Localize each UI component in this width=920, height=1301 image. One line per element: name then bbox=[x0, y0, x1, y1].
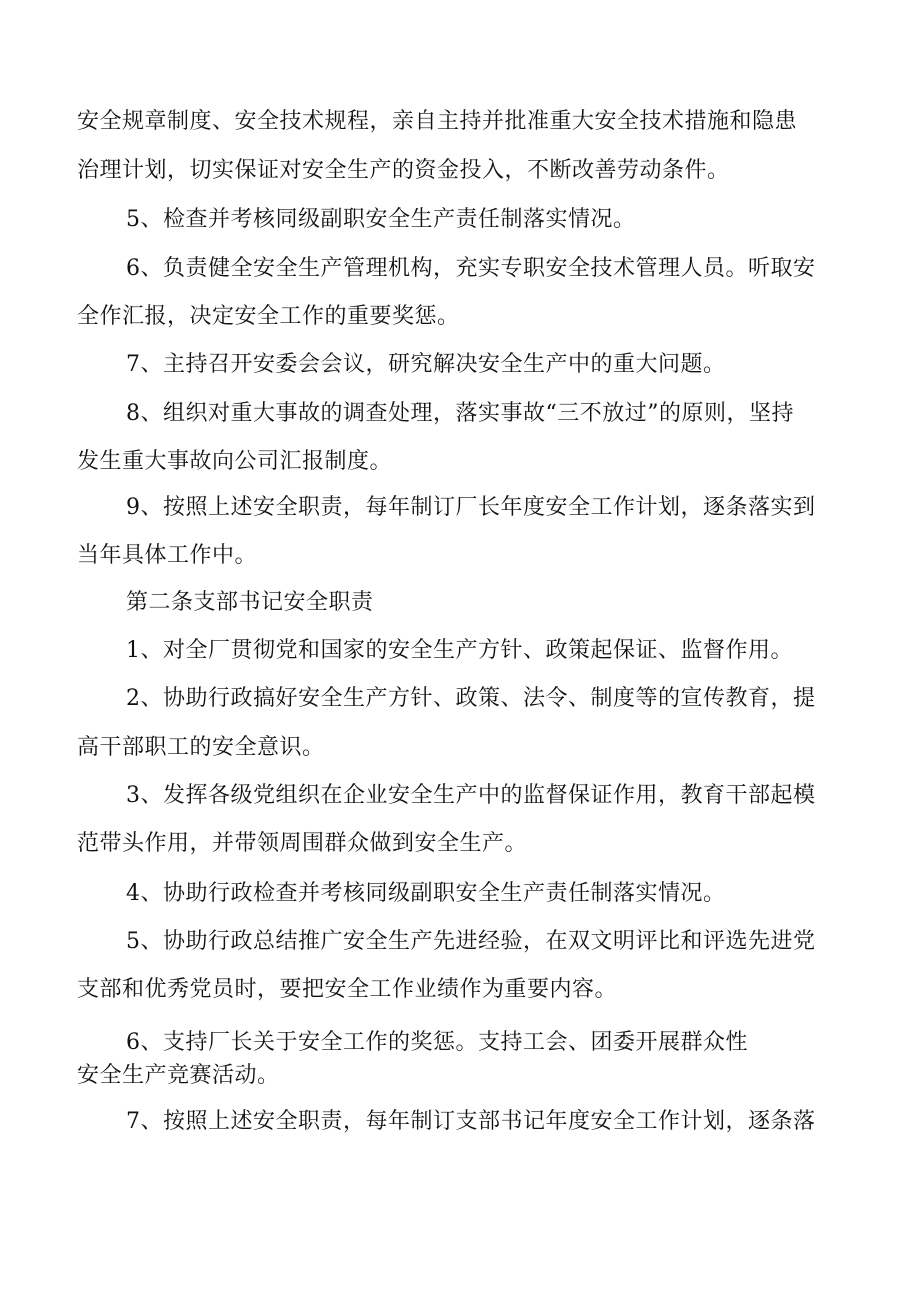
text-line: 8、组织对重大事故的调查处理，落实事故“三不放过”的原则，坚持 bbox=[126, 401, 794, 426]
text-line: 4、协助行政检查并考核同级副职安全生产责任制落实情况。 bbox=[126, 881, 726, 906]
text-line: 高干部职工的安全意识。 bbox=[77, 735, 325, 760]
text-line: 范带头作用，并带领周围群众做到安全生产。 bbox=[77, 831, 528, 856]
text-line: 5、协助行政总结推广安全生产先进经验，在双文明评比和评选先进党 bbox=[126, 929, 816, 954]
text-line: 7、按照上述安全职责，每年制订支部书记年度安全工作计划，逐条落 bbox=[126, 1109, 816, 1134]
text-line: 当年具体工作中。 bbox=[77, 543, 258, 568]
section-heading: 第二条支部书记安全职责 bbox=[126, 590, 374, 615]
text-line: 3、发挥各级党组织在企业安全生产中的监督保证作用，教育干部起模 bbox=[126, 783, 816, 808]
text-line: 7、主持召开安委会会议，研究解决安全生产中的重大问题。 bbox=[126, 352, 726, 377]
text-line: 支部和优秀党员时，要把安全工作业绩作为重要内容。 bbox=[77, 977, 618, 1002]
text-line: 9、按照上述安全职责，每年制订厂长年度安全工作计划，逐条落实到 bbox=[126, 495, 816, 520]
text-line: 6、支持厂长关于安全工作的奖惩。支持工会、团委开展群众性 bbox=[126, 1030, 748, 1055]
text-line: 全作汇报，决定安全工作的重要奖惩。 bbox=[77, 304, 460, 329]
text-line: 2、协助行政搞好安全生产方针、政策、法令、制度等的宣传教育，提 bbox=[126, 686, 816, 711]
text-line: 安全规章制度、安全技术规程，亲自主持并批准重大安全技术措施和隐患 bbox=[77, 109, 798, 134]
text-line: 治理计划，切实保证对安全生产的资金投入，不断改善劳动条件。 bbox=[77, 158, 730, 183]
text-line: 1、对全厂贯彻党和国家的安全生产方针、政策起保证、监督作用。 bbox=[126, 638, 793, 663]
text-line: 6、负责健全安全生产管理机构，充实专职安全技术管理人员。听取安 bbox=[126, 256, 816, 281]
text-line: 安全生产竞赛活动。 bbox=[77, 1063, 280, 1088]
text-line: 5、检查并考核同级副职安全生产责任制落实情况。 bbox=[126, 207, 636, 232]
text-line: 发生重大事故向公司汇报制度。 bbox=[77, 449, 393, 474]
